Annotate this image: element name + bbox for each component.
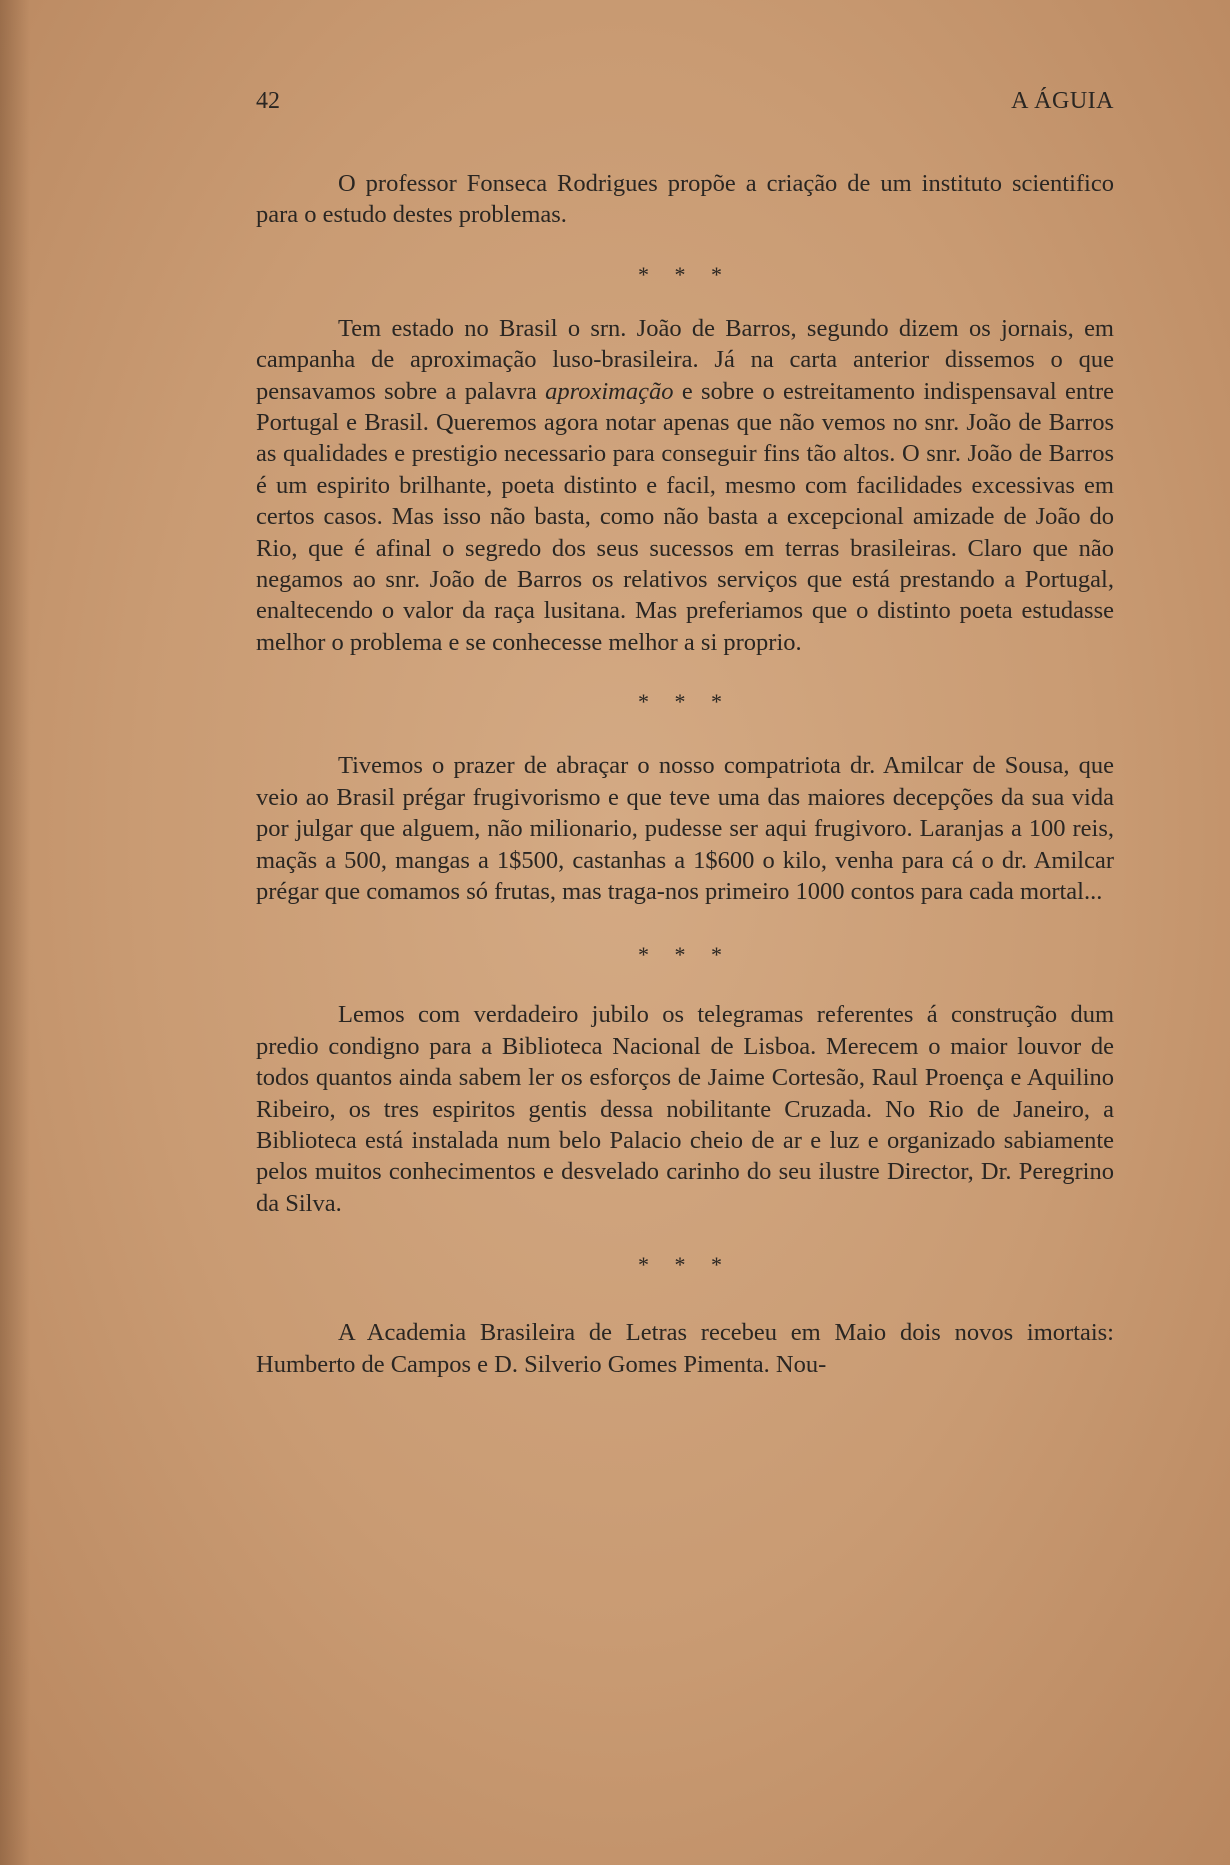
section-separator: * * *	[638, 689, 732, 715]
running-title: A ÁGUIA	[1011, 88, 1114, 114]
paragraph-biblioteca: Lemos com verdadeiro jubilo os telegramas referentes á construção dum predio condigno para a Biblioteca Nacional de Lisboa. Merecem o maior louvor de todos quantos ainda sabem ler os esforços de Jaime Cortesão, Raul Proença e Aquilino Ribeiro, os tres espiritos gentis dessa nobilitante Cruzada. No Rio de Janeiro, a Biblioteca está instalada num belo Palacio cheio de ar e luz e organizado sabiamente pelos muitos conhecimentos e desvelado carinho do seu ilustre Director, Dr. Peregrino da Silva.	[256, 1001, 1114, 1217]
section-separator: * * *	[638, 1252, 732, 1278]
paragraph-academia: A Academia Brasileira de Letras recebeu em Maio dois novos imortais: Humberto de Campos e D. Silverio Gomes Pimenta. Nou-	[256, 1319, 1114, 1378]
section-separator: * * *	[638, 261, 732, 287]
section-separator: * * *	[638, 942, 732, 968]
article-body	[256, 168, 1114, 1380]
italic-word: aproximação	[545, 377, 674, 405]
paragraph-amilcar: Tivemos o prazer de abraçar o nosso compatriota dr. Amilcar de Sousa, que veio ao Brasil prégar frugivorismo e que teve uma das maiores decepções da sua vida por julgar que alguem, não milionario, pudesse ser aqui frugivoro. Laranjas a 100 reis, maçãs a 500, mangas a 1$500, castanhas a 1$600 o kilo, venha para cá o dr. Amilcar prégar que comamos só frutas, mas traga-nos primeiro 1000 contos para cada mortal...	[256, 752, 1114, 905]
paragraph-text: Tem estado no Brasil o srn. João de Barros, segundo dizem os jornais, em campanha de aproximação luso-brasileira. Já na carta anterior dissemos o que pensavamos sobre a palavra	[256, 314, 1114, 405]
paragraph-text: e sobre o estreitamento indispensaval entre Portugal e Brasil. Queremos agora notar apenas que não vemos no snr. João de Barros as qualidades e prestigio necessario para conseguir fins tão altos. O snr. João de Barros é um espirito brilhante, poeta distinto e facil, mesmo com facilidades excessivas em certos casos. Mas isso não basta, como não basta a excepcional amizade de João do Rio, que é afinal o segredo dos seus sucessos em terras brasileiras. Claro que não negamos ao snr. João de Barros os relativos serviços que está prestando a Portugal, enaltecendo o valor da raça lusitana. Mas preferiamos que o distinto poeta estudasse melhor o problema e se conhecesse melhor a si proprio.	[256, 377, 1114, 656]
paragraph-instituto: O professor Fonseca Rodrigues propõe a criação de um instituto scientifico para o estudo destes problemas.	[256, 170, 1114, 229]
page-number: 42	[256, 88, 280, 114]
page-edge-shadow	[0, 0, 30, 1865]
paragraph-joao-de-barros	[256, 313, 1114, 658]
page-header	[256, 88, 1114, 124]
